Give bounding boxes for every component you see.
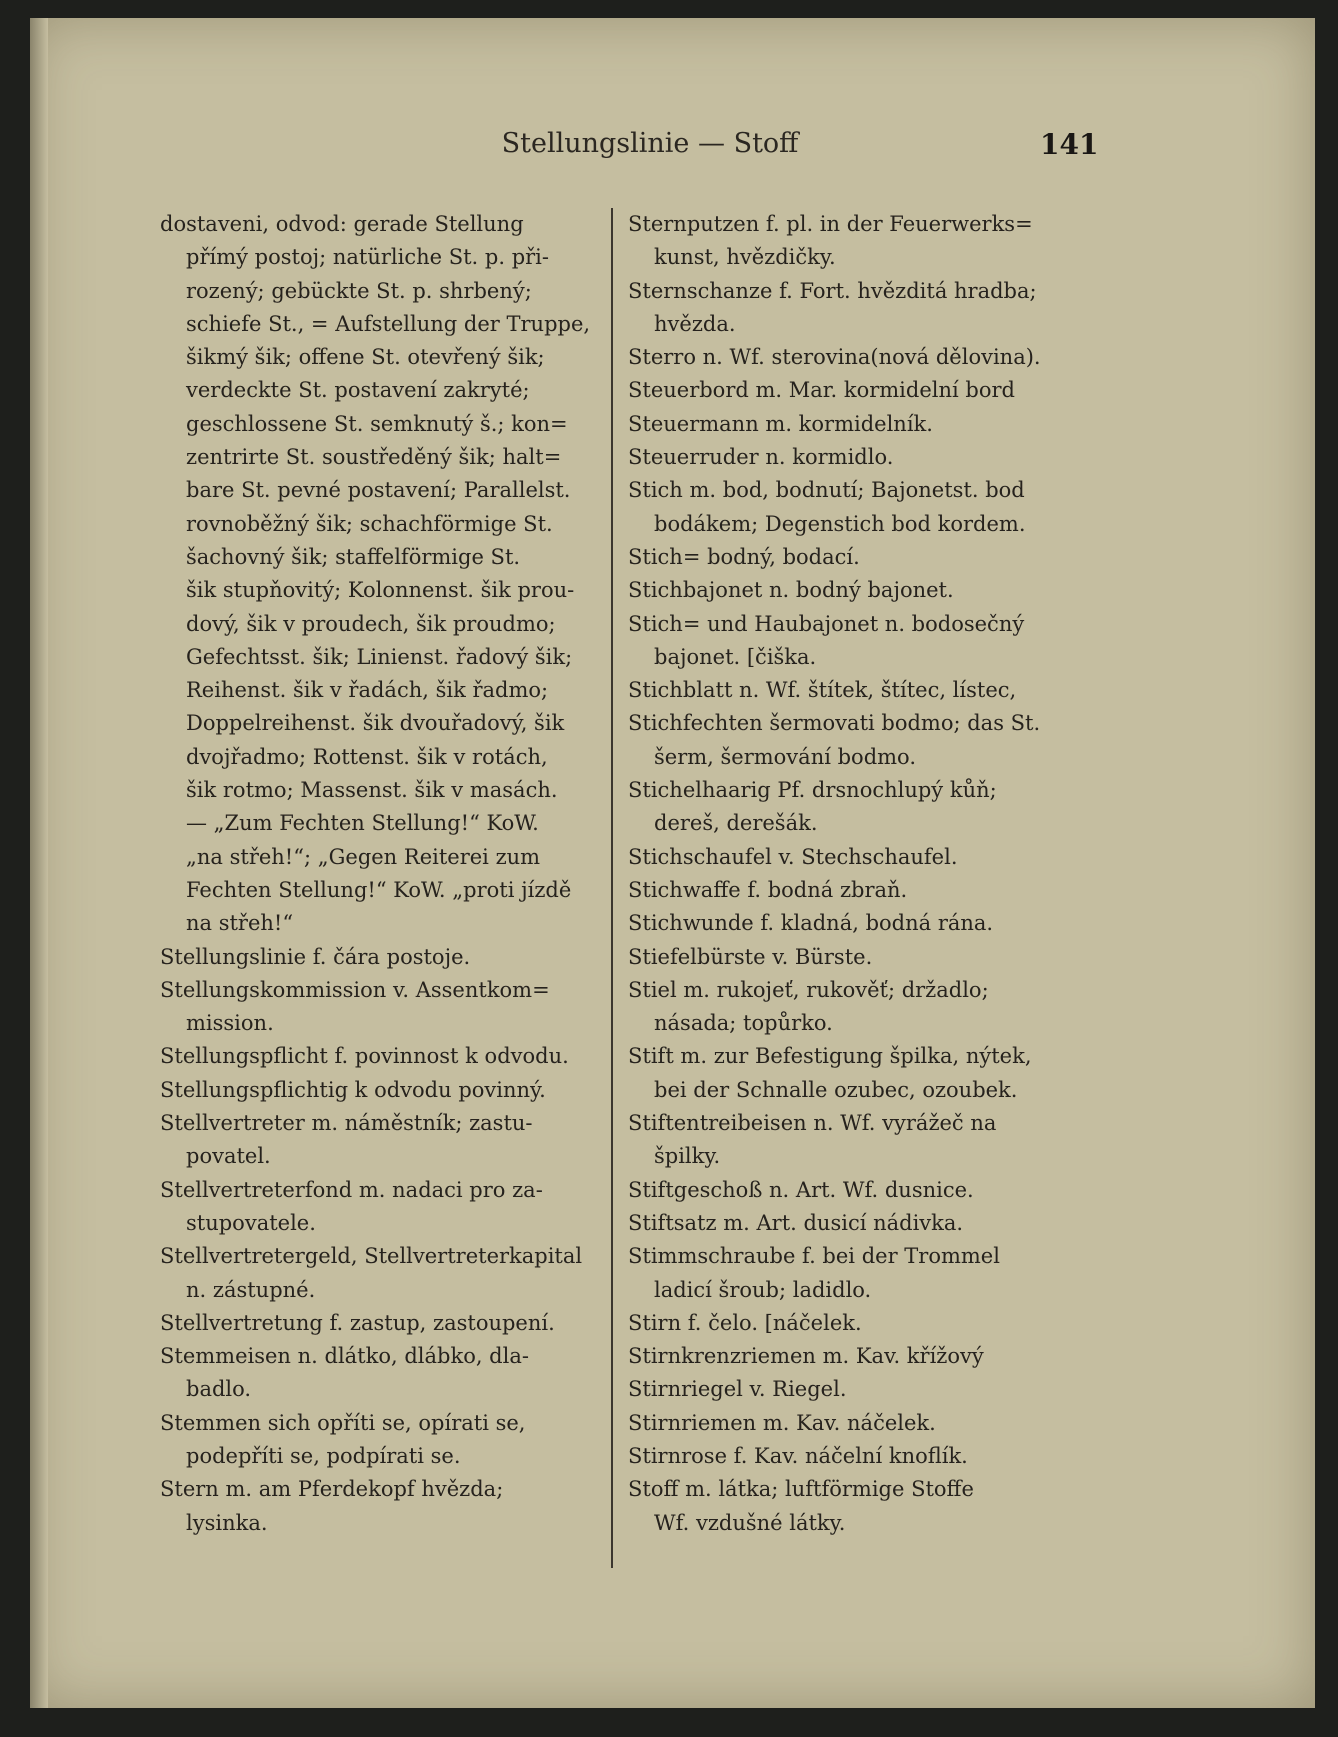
entry-line: schiefe St., = Aufstellung der Truppe, [186, 311, 591, 336]
dictionary-entry [628, 1440, 1128, 1473]
entry-line: Stichelhaarig Pf. drsnochlupý kůň; [628, 778, 997, 803]
entry-line: Sternputzen f. pl. in der Feuerwerks= [628, 212, 1033, 236]
dictionary-entry [628, 474, 1128, 541]
entry-line: Stichfechten šermovati bodmo; das St. [628, 711, 1041, 736]
entry-line: badlo. [186, 1377, 252, 1402]
entry-line: rovnoběžný šik; schachförmige St. [186, 511, 553, 536]
entry-line: geschlossene St. semknutý š.; kon= [186, 411, 568, 436]
dictionary-entry [160, 1040, 638, 1073]
entry-line: Stellvertreterfond m. nadaci pro za- [160, 1177, 543, 1202]
dictionary-entry [628, 441, 1128, 474]
entry-line: Steuermann m. kormidelník. [628, 411, 933, 436]
entry-line: Stiftsatz m. Art. dusicí nádivka. [628, 1210, 964, 1235]
entry-line: Stiefelbürste v. Bürste. [628, 944, 873, 969]
dictionary-entry [628, 208, 1128, 275]
dictionary-entry [160, 1074, 638, 1107]
entry-line: povatel. [186, 1144, 271, 1169]
page-number: 141 [1040, 128, 1099, 161]
entry-line: Stemmeisen n. dlátko, dlábko, dla- [160, 1344, 529, 1369]
entry-line: Stichschaufel v. Stechschaufel. [628, 844, 958, 869]
dictionary-entry [160, 1340, 638, 1407]
entry-line: Sterro n. Wf. sterovina(nová dělovina). [628, 345, 1041, 370]
running-header: Stellungslinie — Stoff [501, 128, 799, 159]
entry-line: Stich= und Haubajonet n. bodosečný [628, 611, 1025, 636]
entry-line: Stirn f. čelo. [náčelek. [628, 1310, 862, 1335]
entry-line: Stoff m. látka; luftförmige Stoffe [628, 1477, 974, 1502]
entry-line: Stirnriegel v. Riegel. [628, 1377, 847, 1402]
entry-line: Stirnkrenzriemen m. Kav. křížový [628, 1344, 984, 1369]
entry-line: Stiel m. rukojeť, rukověť; držadlo; [628, 977, 989, 1002]
dictionary-entry [628, 707, 1128, 774]
entry-line: dvojřadmo; Rottenst. šik v rotách, [186, 744, 548, 769]
entry-line: Wf. vzdušné látky. [654, 1510, 846, 1535]
dictionary-entry [160, 208, 638, 941]
entry-line: dostaveni, odvod: gerade Stellung [160, 212, 524, 236]
entry-line: Stellungslinie f. čára postoje. [160, 944, 471, 969]
entry-line: dereš, derešák. [654, 811, 818, 836]
dictionary-entry [628, 674, 1128, 707]
entry-line: Stellvertreter m. náměstník; zastu- [160, 1111, 533, 1136]
dictionary-entry [628, 374, 1128, 407]
dictionary-entry [628, 841, 1128, 874]
entry-line: Stimmschraube f. bei der Trommel [628, 1244, 1000, 1269]
entry-line: Stemmen sich opříti se, opírati se, [160, 1410, 526, 1435]
entry-line: mission. [186, 1011, 274, 1036]
entry-line: Stellvertretergeld, Stellvertreterkapital [160, 1244, 583, 1269]
entry-line: zentrirte St. soustředěný šik; halt= [186, 445, 562, 470]
dictionary-entry [628, 1407, 1128, 1440]
entry-line: Stichbajonet n. bodný bajonet. [628, 578, 954, 603]
entry-line: Reihenst. šik v řadách, šik řadmo; [186, 678, 549, 703]
entry-line: Stellungspflicht f. povinnost k odvodu. [160, 1044, 569, 1069]
entry-line: Gefechtsst. šik; Linienst. řadový šik; [186, 644, 573, 669]
entry-line: n. zástupné. [186, 1277, 316, 1302]
dictionary-entry [160, 1240, 638, 1307]
dictionary-entry [628, 874, 1128, 907]
entry-line: šerm, šermování bodmo. [654, 744, 916, 769]
entry-line: Stift m. zur Befestigung špilka, nýtek, [628, 1044, 1032, 1069]
entry-line: „na střeh!“; „Gegen Reiterei zum [186, 844, 541, 869]
entry-line: Stiftgeschoß n. Art. Wf. dusnice. [628, 1177, 974, 1202]
dictionary-entry [160, 941, 638, 974]
dictionary-entry [628, 541, 1128, 574]
dictionary-entry [160, 1174, 638, 1241]
entry-line: Stellungskommission v. Assentkom= [160, 977, 550, 1002]
entry-line: stupovatele. [186, 1210, 316, 1235]
entry-line: Stich= bodný, bodací. [628, 544, 860, 569]
entry-line: bare St. pevné postavení; Parallelst. [186, 478, 571, 503]
entry-line: Stellvertretung f. zastup, zastoupení. [160, 1310, 555, 1335]
dictionary-entry [628, 1207, 1128, 1240]
entry-line: verdeckte St. postavení zakryté; [186, 378, 530, 403]
entry-line: kunst, hvězdičky. [654, 245, 836, 270]
entry-line: Stirnriemen m. Kav. náčelek. [628, 1410, 936, 1435]
entry-line: Fechten Stellung!“ KoW. „proti jízdě [186, 877, 572, 902]
entry-line: rozený; gebückte St. p. shrbený; [186, 278, 532, 303]
dictionary-entry [628, 1473, 1128, 1540]
dictionary-entry [160, 1473, 638, 1540]
entry-line: na střeh!“ [186, 911, 294, 936]
dictionary-entry [628, 1240, 1128, 1307]
entry-line: Steuerruder n. kormidlo. [628, 445, 894, 470]
entry-line: hvězda. [654, 311, 736, 336]
entry-line: Stirnrose f. Kav. náčelní knoflík. [628, 1443, 968, 1468]
dictionary-entry [628, 275, 1128, 342]
dictionary-entry [160, 974, 638, 1041]
right-column [628, 208, 1128, 1540]
dictionary-entry [628, 608, 1128, 675]
entry-line: Stich m. bod, bodnutí; Bajonetst. bod [628, 478, 1025, 503]
dictionary-entry [628, 1340, 1128, 1373]
dictionary-entry [628, 574, 1128, 607]
entry-line: ladicí šroub; ladidlo. [654, 1277, 872, 1302]
column-divider [611, 208, 613, 1568]
dictionary-entry [628, 1107, 1128, 1174]
entry-line: Doppelreihenst. šik dvouřadový, šik [186, 711, 565, 736]
dictionary-entry [160, 1107, 638, 1174]
entry-line: přímý postoj; natürliche St. p. při- [186, 245, 549, 270]
dictionary-entry [628, 907, 1128, 940]
dictionary-entry [628, 974, 1128, 1041]
dictionary-entry [160, 1407, 638, 1474]
entry-line: šikmý šik; offene St. otevřený šik; [186, 345, 545, 370]
entry-line: podepříti se, podpírati se. [186, 1443, 461, 1468]
entry-line: Stichwunde f. kladná, bodná rána. [628, 911, 994, 936]
dictionary-entry [628, 1373, 1128, 1406]
dictionary-entry [628, 1307, 1128, 1340]
dictionary-page [30, 18, 1315, 1708]
dictionary-entry [628, 341, 1128, 374]
dictionary-entry [160, 1307, 638, 1340]
page-spine-shadow [30, 18, 48, 1708]
entry-line: Stiftentreibeisen n. Wf. vyrážeč na [628, 1111, 997, 1136]
entry-line: Sternschanze f. Fort. hvězditá hradba; [628, 278, 1037, 303]
dictionary-entry [628, 408, 1128, 441]
entry-line: dový, šik v proudech, šik proudmo; [186, 611, 556, 636]
entry-line: Steuerbord m. Mar. kormidelní bord [628, 378, 1015, 403]
entry-line: — „Zum Fechten Stellung!“ KoW. [186, 811, 539, 836]
dictionary-entry [628, 1040, 1128, 1107]
entry-line: Stichblatt n. Wf. štítek, štítec, lístec, [628, 678, 1017, 703]
dictionary-entry [628, 941, 1128, 974]
entry-line: bajonet. [čiška. [654, 644, 817, 669]
entry-line: Stern m. am Pferdekopf hvězda; [160, 1477, 504, 1502]
entry-line: násada; topůrko. [654, 1011, 833, 1036]
entry-line: Stellungspflichtig k odvodu povinný. [160, 1077, 546, 1102]
entry-line: lysinka. [186, 1510, 268, 1535]
entry-line: Stichwaffe f. bodná zbraň. [628, 877, 908, 902]
entry-line: bei der Schnalle ozubec, ozoubek. [654, 1077, 1018, 1102]
dictionary-entry [628, 1174, 1128, 1207]
entry-line: bodákem; Degenstich bod kordem. [654, 511, 1026, 536]
entry-line: šachovný šik; staffelförmige St. [186, 544, 521, 569]
entry-line: šik stupňovitý; Kolonnenst. šik prou- [186, 578, 575, 603]
dictionary-entry [628, 774, 1128, 841]
left-column [160, 208, 638, 1540]
entry-line: špilky. [654, 1144, 721, 1169]
entry-line: šik rotmo; Massenst. šik v masách. [186, 778, 558, 803]
